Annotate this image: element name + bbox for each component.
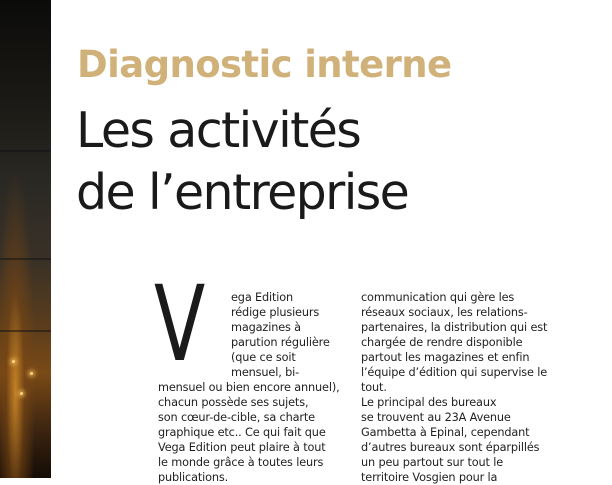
text-line: mensuel, bi- — [231, 366, 300, 379]
drop-cap: V — [154, 263, 206, 385]
text-line: Le principal des bureaux — [361, 396, 497, 409]
section-overline: Diagnostic interne — [77, 43, 452, 86]
text-line: réseaux sociaux, les relations- — [361, 306, 528, 319]
text-line: partenaires, la distribution qui est — [361, 321, 548, 334]
photo-detail — [0, 330, 51, 332]
cover-photo-strip — [0, 0, 51, 478]
text-line: chacun possède ses sujets, — [158, 396, 309, 409]
photo-detail — [0, 258, 51, 260]
text-line: tout. — [361, 381, 387, 394]
text-line: ega Edition — [231, 291, 294, 304]
text-line: parution régulière — [231, 336, 330, 349]
text-line: un peu partout sur tout le — [361, 456, 504, 469]
text-line: mensuel ou bien encore annuel), — [158, 381, 340, 394]
text-line: Vega Edition peut plaire à tout — [158, 441, 326, 454]
text-line: Gambetta à Epinal, cependant — [361, 426, 530, 439]
text-line: territoire Vosgien pour la — [361, 471, 498, 484]
page-title — [76, 100, 408, 224]
text-line: magazines à — [231, 321, 301, 334]
text-line: se trouvent au 23A Avenue — [361, 411, 511, 424]
text-line: communication qui gère les — [361, 291, 515, 304]
text-line: l’équipe d’édition qui supervise le — [361, 366, 548, 379]
page-title-line-1: Les activités — [76, 102, 361, 159]
text-line: d’autres bureaux sont éparpillés — [361, 441, 540, 454]
photo-light — [12, 360, 15, 363]
text-line: (que ce soit — [231, 351, 296, 364]
text-line: rédige plusieurs — [231, 306, 320, 319]
text-line: son cœur-de-cible, sa charte — [158, 411, 315, 424]
text-line: publications. — [158, 471, 229, 484]
text-line: chargée de rendre disponible — [361, 336, 523, 349]
text-line: graphique etc.. Ce qui fait que — [158, 426, 326, 439]
text-line: partout les magazines et enfin — [361, 351, 530, 364]
photo-light — [20, 392, 23, 395]
page-title-line-2: de l’entreprise — [76, 164, 409, 221]
photo-detail — [0, 150, 51, 152]
photo-light — [30, 372, 33, 375]
text-line: le monde grâce à toutes leurs — [158, 456, 324, 469]
